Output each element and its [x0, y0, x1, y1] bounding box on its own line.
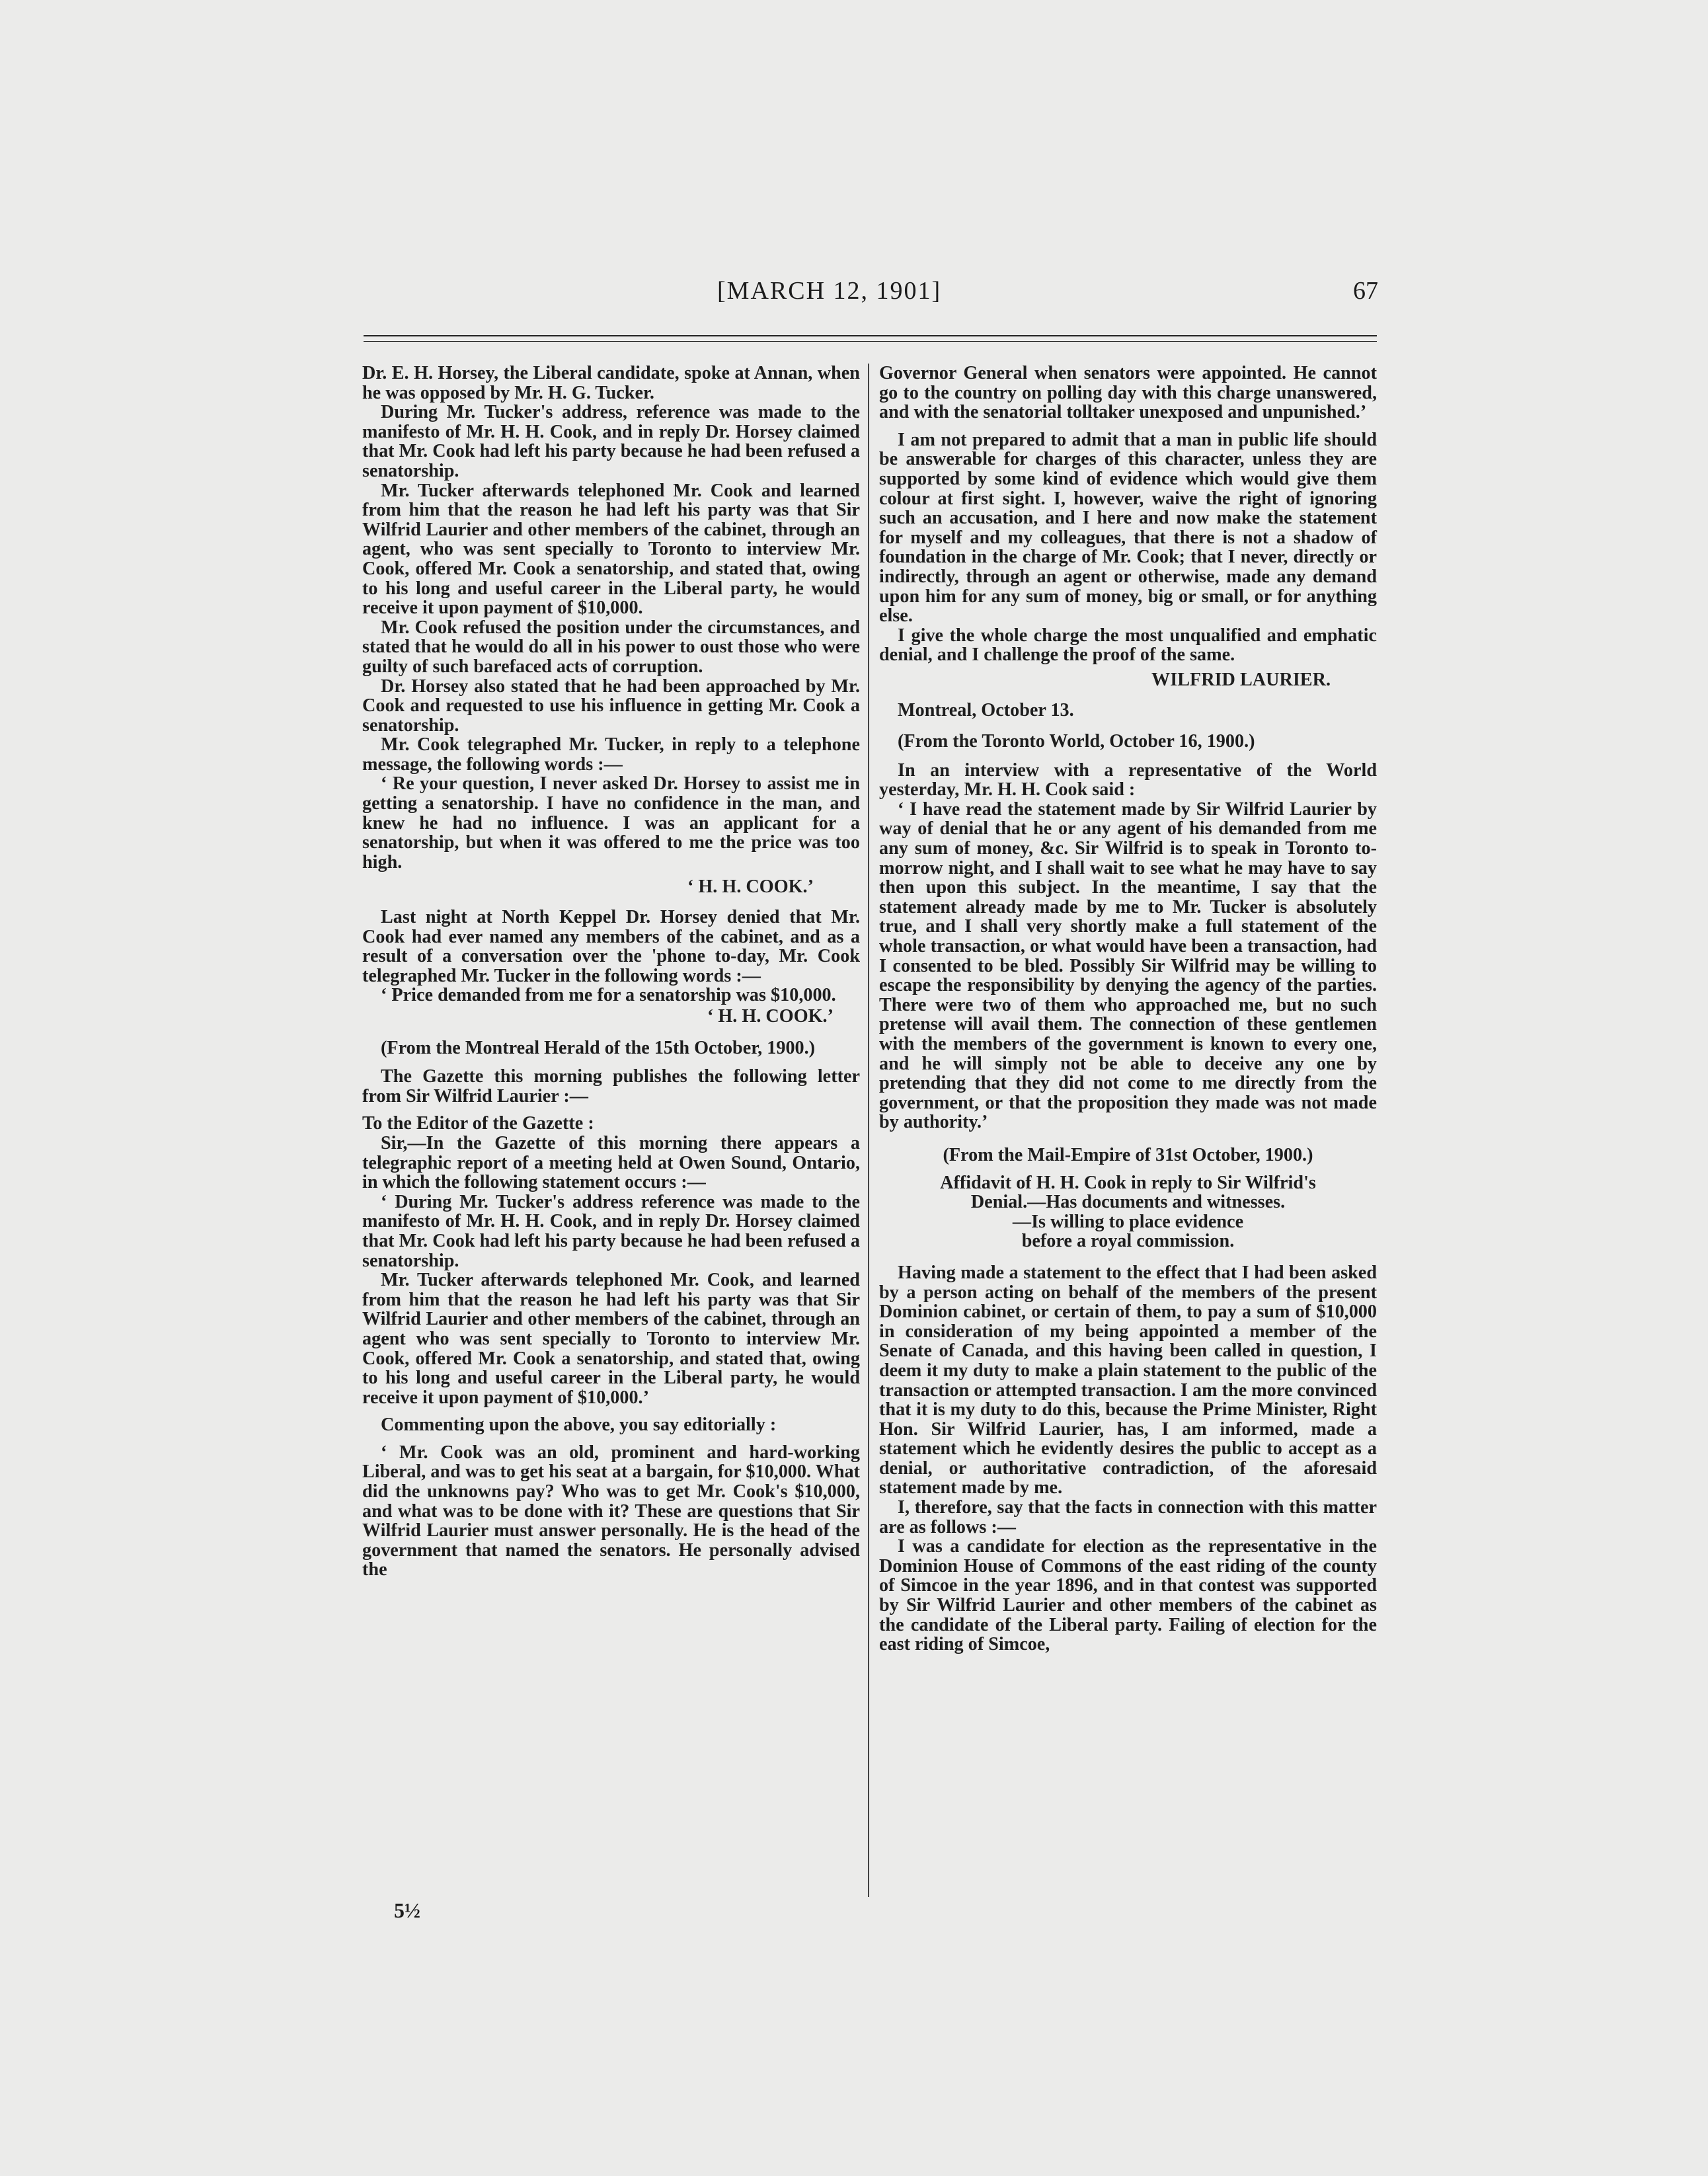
paragraph: Mr. Cook refused the position under the circumstances, and stated that he would do all in his power to oust those who were guilty of such barefaced acts of corruption.: [362, 617, 860, 677]
quoted-telegram: ‘ Re your question, I never asked Dr. Horsey to assist me in getting a senatorship. I have no confidence in the man, and knew he had no influence. I was an applicant for a senatorship, but when it was offered to me the price was too high.: [362, 773, 860, 873]
page-number: 67: [1353, 277, 1378, 305]
paragraph: Dr. E. H. Horsey, the Liberal candidate, spoke at Annan, when he was opposed by Mr. H. G. Tucker.: [362, 363, 860, 403]
page-header: [360, 276, 1378, 316]
heading-line: —Is willing to place evidence: [1012, 1211, 1244, 1232]
paragraph: I give the whole charge the most unqualified and emphatic denial, and I challenge the proof of the same.: [879, 625, 1377, 666]
source-citation: (From the Mail-Empire of 31st October, 1900.): [943, 1144, 1313, 1165]
salutation-heading: To the Editor of the Gazette :: [362, 1113, 594, 1134]
paragraph: Dr. Horsey also stated that he had been approached by Mr. Cook and requested to use his influence in getting Mr. Cook a senatorship.: [362, 676, 860, 736]
spacer: [879, 422, 1377, 430]
signature: WILFRID LAURIER.: [1151, 669, 1331, 690]
source-citation: (From the Montreal Herald of the 15th October, 1900.): [381, 1037, 816, 1058]
paragraph: Governor General when senators were appointed. He cannot go to the country on polling day with this charge unanswered, and with the senatorial tolltaker unexposed and unpunished.’: [879, 363, 1377, 423]
header-rule: [364, 335, 1377, 336]
quoted-paragraph: Mr. Tucker afterwards telephoned Mr. Cook, and learned from him that the reason he had left his party was that Sir Wilfrid Laurier and other members of the cabinet, through an agent who was sent specially to Toronto to interview Mr. Cook, offered Mr. Cook a senatorship, and stated that, owing to his long and useful career in the Liberal party, he would receive it upon payment of $10,000.’: [362, 1270, 860, 1408]
column-divider: [868, 364, 869, 1897]
section-heading: [879, 1173, 1377, 1251]
paragraph: During Mr. Tucker's address, reference was made to the manifesto of Mr. H. H. Cook, and in reply Dr. Horsey claimed that Mr. Cook had left his party because he had been refused a senatorship.: [362, 402, 860, 481]
paragraph: Mr. Cook telegraphed Mr. Tucker, in reply to a telephone message, the following words :—: [362, 734, 860, 775]
quoted-paragraph: ‘ I have read the statement made by Sir Wilfrid Laurier by way of denial that he or any agent of his demanded from me any sum of money, &c. Sir Wilfrid is to speak in Toronto to-morrow night, and I shall wait to see what he may have to say then upon this subject. In the meantime, I say that the statement already made by me to Mr. Tucker is absolutely true, and I shall very shortly make a full statement of the whole transaction, or what would have been a transaction, had I consented to be bled. Possibly Sir Wilfrid may be willing to escape the responsibility by denying the agency of the parties. There were two of them who approached me, but no such pretense will avail them. The connection of these gentlemen with the members of the government is known to every one, and he will simply not be able to deceive any one by pretending that they did not come to me directly from the government, or that the proposition they made was not made by authority.’: [879, 798, 1377, 1133]
paragraph: I was a candidate for election as the representative in the Dominion House of Commons of the east riding of the county of Simcoe in the year 1896, and in that contest was supported by Sir Wilfrid Laurier and other members of the cabinet as the candidate of the Liberal party. Failing of election for the east riding of Simcoe,: [879, 1536, 1377, 1655]
quoted-paragraph: ‘ Mr. Cook was an old, prominent and hard-working Liberal, and was to get his seat at a bargain, for $10,000. What did the unknowns pay? Who was to get Mr. Cook's $10,000, and what was to be done with it? These are questions that Sir Wilfrid Laurier must answer personally. He is the head of the government that named the senators. He personally advised the: [362, 1442, 860, 1580]
source-citation: (From the Toronto World, October 16, 1900.): [898, 731, 1255, 752]
paragraph: Having made a statement to the effect that I had been asked by a person acting on behalf of the members of the present Dominion cabinet, or certain of them, to pay a sum of $10,000 in consideration of my being appointed a member of the Senate of Canada, and this having been called in question, I deem it my duty to make a plain statement to the public of the transaction or attempted transaction. I am the more convinced that it is my duty to do this, because the Prime Minister, Right Hon. Sir Wilfrid Laurier, has, I am informed, made a statement which he evidently desires the public to accept as a denial, or authoritative contradiction, of the aforesaid statement made by me.: [879, 1262, 1377, 1498]
paragraph: In an interview with a representative of the World yesterday, Mr. H. H. Cook said :: [879, 759, 1377, 800]
paragraph: Last night at North Keppel Dr. Horsey denied that Mr. Cook had ever named any members of the cabinet, and as a result of a conversation over the 'phone to-day, Mr. Cook telegraphed Mr. Tucker in the following words :—: [362, 907, 860, 986]
quoted-paragraph: ‘ During Mr. Tucker's address reference was made to the manifesto of Mr. H. H. Cook, and in reply Dr. Horsey claimed that Mr. Cook had left his party because he had been refused a senatorship.: [362, 1191, 860, 1271]
paragraph: The Gazette this morning publishes the following letter from Sir Wilfrid Laurier :—: [362, 1066, 860, 1107]
paragraph: I, therefore, say that the facts in connection with this matter are as follows :—: [879, 1497, 1377, 1537]
paragraph: Mr. Tucker afterwards telephoned Mr. Cook and learned from him that the reason he had left his party was that Sir Wilfrid Laurier and other members of the cabinet, through an agent, who was sent specially to Toronto to interview Mr. Cook, offered Mr. Cook a senatorship, and stated that, owing to his long and useful career in the Liberal party, he would receive it upon payment of $10,000.: [362, 480, 860, 619]
paragraph: Sir,—In the Gazette of this morning there appears a telegraphic report of a meeting held at Owen Sound, Ontario, in which the following statement occurs :—: [362, 1132, 860, 1193]
sheet-signature-mark: 5½: [394, 1898, 420, 1922]
right-column: [879, 364, 1377, 1654]
paragraph: Commenting upon the above, you say editorially :: [381, 1415, 777, 1436]
signature: ‘ H. H. COOK.’: [687, 876, 814, 898]
signature: ‘ H. H. COOK.’: [707, 1006, 834, 1027]
heading-line: Denial.—Has documents and witnesses.: [970, 1192, 1286, 1213]
header-date: [MARCH 12, 1901]: [717, 277, 942, 305]
heading-line: Affidavit of H. H. Cook in reply to Sir Wilfrid's: [940, 1172, 1316, 1193]
heading-line: before a royal commission.: [1021, 1231, 1235, 1252]
left-column: [362, 364, 860, 1580]
quoted-telegram: ‘ Price demanded from me for a senatorship was $10,000.: [381, 985, 836, 1006]
paragraph: I am not prepared to admit that a man in public life should be answerable for charges of this character, unless they are supported by some kind of evidence which would give them colour at first sight. I, however, waive the right of ignoring such an accusation, and I here and now make the statement for myself and my colleagues, that there is not a shadow of foundation in the charge of Mr. Cook; that I never, directly or indirectly, through an agent or otherwise, made any demand upon him for any sum of money, big or small, or for anything else.: [879, 429, 1377, 627]
header-rule-thin: [364, 341, 1377, 342]
place-date: Montreal, October 13.: [898, 699, 1074, 720]
